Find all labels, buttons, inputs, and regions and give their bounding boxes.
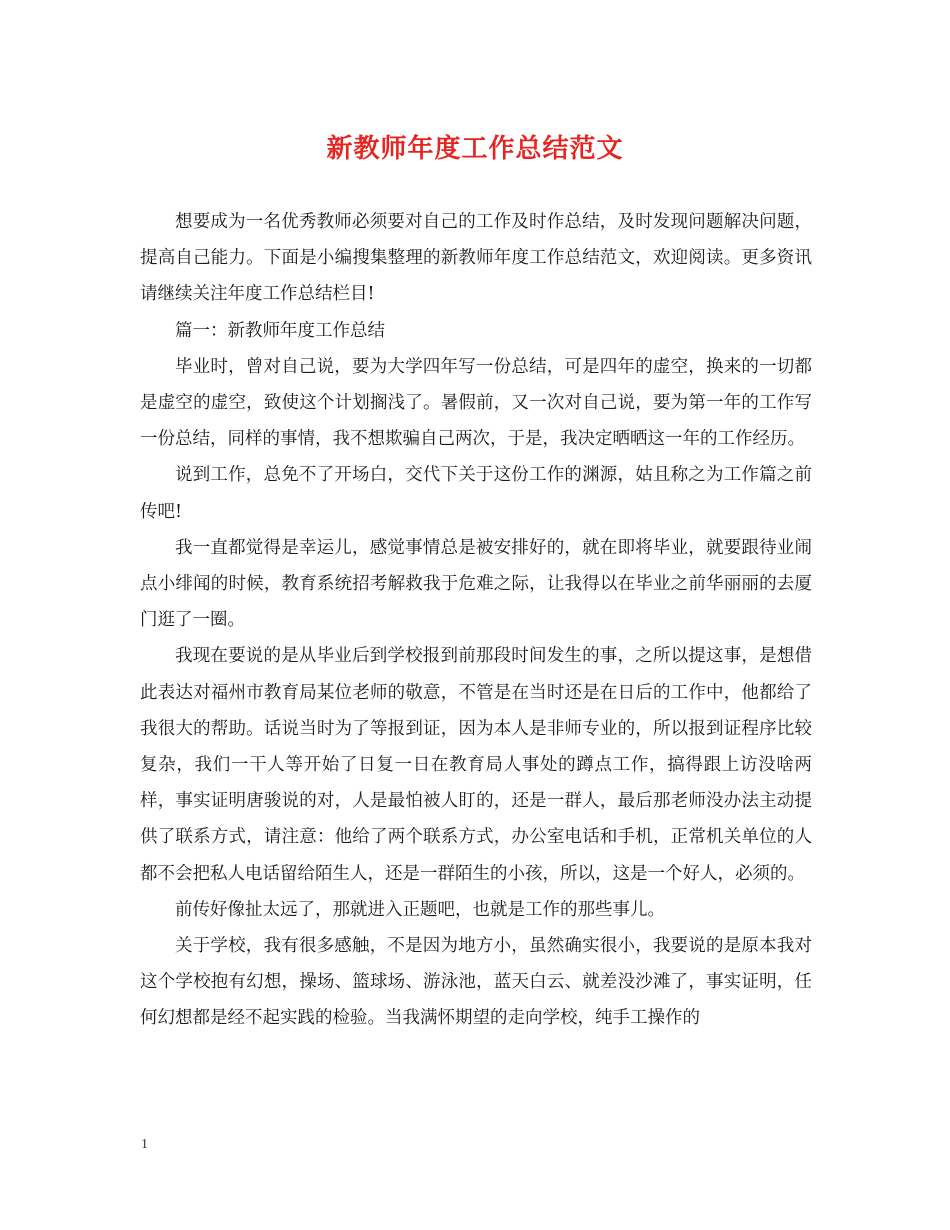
paragraph: 说到工作，总免不了开场白，交代下关于这份工作的渊源，姑且称之为工作篇之前传吧!: [140, 465, 812, 522]
section-heading: 篇一：新教师年度工作总结: [175, 320, 385, 341]
paragraph: 我现在要说的是从毕业后到学校报到前那段时间发生的事，之所以提这事，是想借此表达对福州市教育局某位老师的敬意，不管是在当时还是在日后的工作中，他都给了我很大的帮助。话说当时为了等报到证，因为本人是非师专业的，所以报到证程序比较复杂，我们一干人等开始了日复一日在教育局人事处的蹲点工作，搞得跟上访没啥两样，事实证明唐骏说的对，人是最怕被人盯的，还是一群人，最后那老师没办法主动提供了联系方式，请注意：他给了两个联系方式，办公室电话和手机，正常机关单位的人都不会把私人电话留给陌生人，还是一群陌生的小孩，所以，这是一个好人，必须的。: [140, 646, 812, 884]
paragraph: 前传好像扯太远了，那就进入正题吧，也就是工作的那些事儿。: [175, 899, 665, 920]
paragraph: 我一直都觉得是幸运儿，感觉事情总是被安排好的，就在即将毕业，就要跟待业闹点小绯闻的时候，教育系统招考解救我于危难之际，让我得以在毕业之前华丽丽的去厦门逛了一圈。: [140, 537, 812, 631]
page-number: 1: [141, 1137, 148, 1152]
paragraph: 毕业时，曾对自己说，要为大学四年写一份总结，可是四年的虚空，换来的一切都是虚空的虚空，致使这个计划搁浅了。暑假前，又一次对自己说，要为第一年的工作写一份总结，同样的事情，我不想欺骗自己两次，于是，我决定晒晒这一年的工作经历。: [140, 356, 812, 450]
paragraph: 想要成为一名优秀教师必须要对自己的工作及时作总结，及时发现问题解决问题，提高自己能力。下面是小编搜集整理的新教师年度工作总结范文，欢迎阅读。更多资讯请继续关注年度工作总结栏目!: [140, 212, 812, 305]
document-body: [140, 204, 812, 1037]
document-title: 新教师年度工作总结范文: [326, 134, 624, 164]
paragraph: 关于学校，我有很多感触，不是因为地方小，虽然确实很小，我要说的是原本我对这个学校抱有幻想，操场、篮球场、游泳池，蓝天白云、就差没沙滩了，事实证明，任何幻想都是经不起实践的检验。当我满怀期望的走向学校，纯手工操作的: [140, 936, 812, 1029]
